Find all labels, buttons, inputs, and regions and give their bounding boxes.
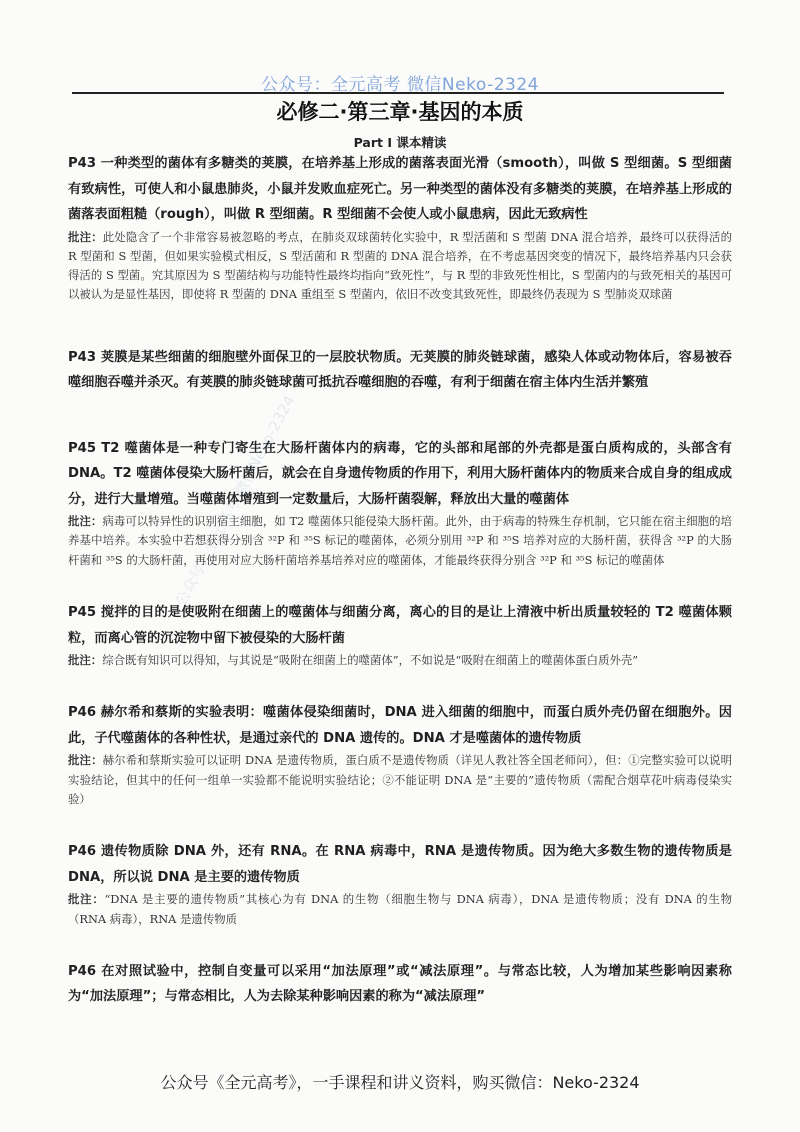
footer-text: 公众号《全元高考》，一手课程和讲义资料，购买微信：Neko-2324 [160,1073,640,1092]
diagonal-watermark: 公众号：全元高考 微信Neko-2324 [171,392,299,610]
section-note [68,890,732,929]
section-p46-control [68,959,732,1010]
page-subtitle: Part I 课本精读 [353,135,447,150]
section-p43-s-type [68,151,732,305]
section-main-text: P43 一种类型的菌体有多糖类的荚膜，在培养基上形成的菌落表面光滑（smooth），叫做 S 型细菌。S 型细菌有致病性，可使人和小鼠患肺炎，小鼠并发败血症死亡。另一种类型的菌体没有多糖类的荚膜，在培养基上形成的菌落表面粗糙（rough），叫做 R 型细菌。R 型细菌不会使人或小鼠患病，因此无致病性 [68,156,732,222]
section-main-text: P45 搅拌的目的是使吸附在细菌上的噬菌体与细菌分离，离心的目的是让上清液中析出质量较轻的 T2 噬菌体颗粒，而离心管的沉淀物中留下被侵染的大肠杆菌 [68,605,732,646]
note-text: “DNA 是主要的遗传物质”其核心为有 DNA 的生物（细胞生物与 DNA 病毒），DNA 是遗传物质；没有 DNA 的生物（RNA 病毒），RNA 是遗传物质 [68,892,732,926]
section-main-text: P46 赫尔希和蔡斯的实验表明：噬菌体侵染细菌时，DNA 进入细菌的细胞中，而蛋白质外壳仍留在细胞外。因此，子代噬菌体的各种性状，是通过亲代的 DNA 遗传的。DNA 才是噬菌体的遗传物质 [68,705,732,746]
header-rule [72,92,724,94]
section-main-text: P43 荚膜是某些细菌的细胞壁外面保卫的一层胶状物质。无荚膜的肺炎链球菌，感染人体或动物体后，容易被吞噬细胞吞噬并杀灭。有荚膜的肺炎链球菌可抵抗吞噬细胞的吞噬，有利于细菌在宿主体内生活并繁殖 [68,349,732,391]
note-label: 批注： [68,753,103,768]
content [68,151,732,1010]
note-text: 此处隐含了一个非常容易被忽略的考点，在肺炎双球菌转化实验中，R 型活菌和 S 型菌 DNA 混合培养，最终可以获得活的 R 型菌和 S 型菌，但如果实验模式相反，S 型活菌和 R 型菌的 DNA 混合培养，在不考虑基因突变的情况下，最终培养基内只会获得活的 S 型菌。究其原因为 S 型菌结构与功能特性最终均指向“致死性”，与 R 型的非致死性相比，S 型菌内的与致死相关的基因可以被认为是显性基因，即使将 R 型菌的 DNA 重组至 S 型菌内，依旧不改变其致死性，即最终仍表现为 S 型肺炎双球菌 [68,229,732,302]
note-text: 综合既有知识可以得知，与其说是“吸附在细菌上的噬菌体”，不如说是“吸附在细菌上的噬菌体蛋白质外壳” [102,653,639,668]
section-note [68,228,732,305]
note-text: 赫尔希和蔡斯实验可以证明 DNA 是遗传物质，蛋白质不是遗传物质（详见人教社答全国老师问），但：①完整实验可以说明实验结论，但其中的任何一组单一实验都不能说明实验结论；②不能证明 DNA 是“主要的”遗传物质（需配合烟草花叶病毒侵染实验） [68,753,732,806]
section-main-text: P46 在对照试验中，控制自变量可以采用“加法原理”或“减法原理”。与常态比较，人为增加某些影响因素称为“加法原理”；与常态相比，人为去除某种影响因素的称为“减法原理” [68,963,732,1005]
note-label: 批注： [68,229,103,244]
note-label: 批注： [68,514,103,529]
page-title: 必修二·第三章·基因的本质 [276,100,524,124]
section-note [68,651,732,670]
section-main-text: P45 T2 噬菌体是一种专门寄生在大肠杆菌体内的病毒，它的头部和尾部的外壳都是蛋白质构成的，头部含有 DNA。T2 噬菌体侵染大肠杆菌后，就会在自身遗传物质的作用下，利用大肠杆菌体内的物质来合成自身的组成成分，进行大量增殖。当噬菌体增殖到一定数量后，大肠杆菌裂解，释放出大量的噬菌体 [68,440,732,507]
watermark-top: 公众号：全元高考 微信Neko-2324 [261,75,539,95]
section-main-text: P46 遗传物质除 DNA 外，还有 RNA。在 RNA 病毒中，RNA 是遗传物质。因为绝大多数生物的遗传物质是 DNA，所以说 DNA 是主要的遗传物质 [68,844,732,885]
section-p43-capsule [68,345,732,396]
note-label: 批注： [68,892,105,907]
section-p46-rna [68,839,732,929]
section-p46-hershey-chase [68,700,732,809]
section-p45-t2-phage [68,436,732,570]
section-p45-stirring [68,600,732,670]
note-text: 病毒可以特异性的识别宿主细胞，如 T2 噬菌体只能侵染大肠杆菌。此外，由于病毒的特殊生存机制，它只能在宿主细胞的培养基中培养。本实验中若想获得分别含 ³²P 和 ³⁵S 标记的噬菌体，必须分别用 ³²P 和 ³⁵S 培养对应的大肠杆菌，获得含 ³²P 的大肠杆菌和 ³⁵S 的大肠杆菌，再使用对应大肠杆菌培养基培养对应的噬菌体，才能最终获得分别含 ³²P 和 ³⁵S 标记的噬菌体 [68,514,732,567]
note-label: 批注： [68,653,103,668]
section-note [68,751,732,809]
section-note [68,512,732,570]
